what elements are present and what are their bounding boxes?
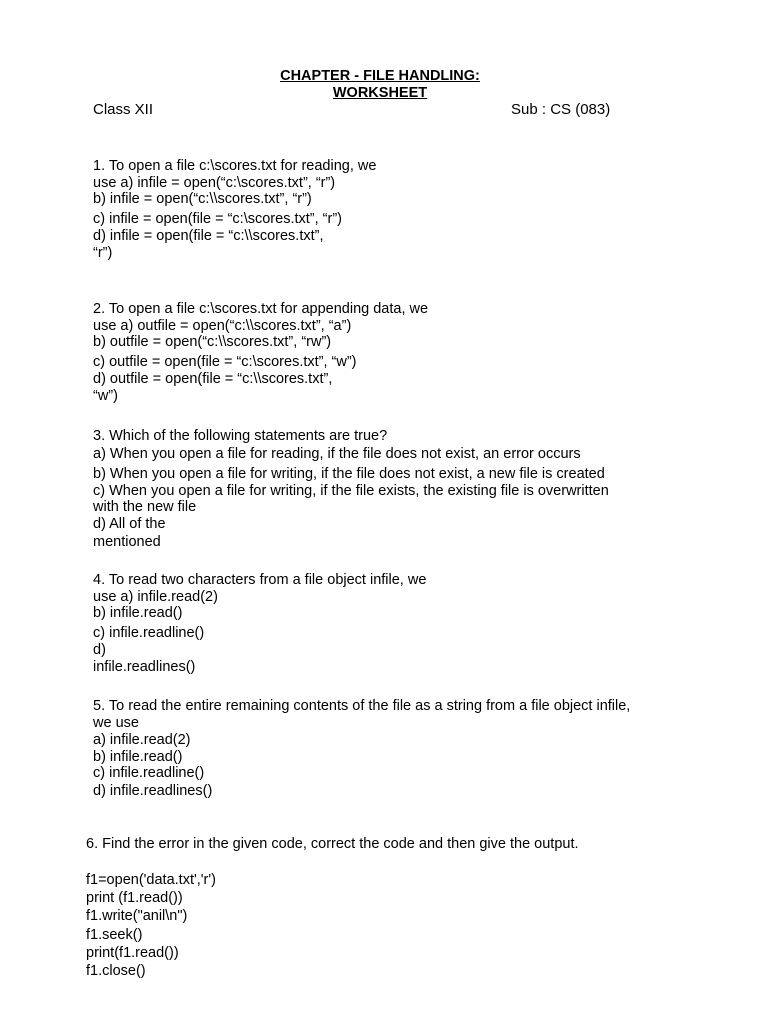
question-5-option-c: c) infile.readline() [93,765,205,781]
code-line-5: print(f1.read()) [86,945,179,961]
question-3-option-c: c) When you open a file for writing, if the file exists, the existing file is overwritten [93,483,609,499]
code-line-3: f1.write("anil\n") [86,908,188,924]
question-4-option-b: b) infile.read() [93,605,183,621]
question-2-text: 2. To open a file c:\scores.txt for appending data, we [93,301,429,317]
page-subtitle: WORKSHEET [332,85,428,101]
question-2-option-c: c) outfile = open(file = “c:\scores.txt”, “w”) [93,354,357,370]
question-2-option-d: d) outfile = open(file = “c:\\scores.txt”, [93,371,333,387]
question-6-text: 6. Find the error in the given code, correct the code and then give the output. [86,836,579,852]
question-1-option-a: use a) infile = open(“c:\scores.txt”, “r”) [93,175,336,191]
question-3-option-b: b) When you open a file for writing, if the file does not exist, a new file is created [93,466,605,482]
question-1-option-d-cont: “r”) [93,245,113,261]
question-2-option-d-cont: “w”) [93,388,118,404]
code-line-1: f1=open('data.txt','r') [86,872,216,888]
question-4-text: 4. To read two characters from a file object infile, we [93,572,427,588]
question-3-option-a: a) When you open a file for reading, if the file does not exist, an error occurs [93,446,581,462]
question-5-text: 5. To read the entire remaining contents of the file as a string from a file object infile, [93,698,631,714]
question-4-option-d: d) [93,642,106,658]
question-3-option-c-cont: with the new file [93,499,197,515]
question-5-option-d: d) infile.readlines() [93,783,213,799]
question-2-option-a: use a) outfile = open(“c:\\scores.txt”, “a”) [93,318,352,334]
question-5-text-cont: we use [93,715,139,731]
code-line-2: print (f1.read()) [86,890,183,906]
code-line-6: f1.close() [86,963,146,979]
question-2-option-b: b) outfile = open(“c:\\scores.txt”, “rw”) [93,334,332,350]
class-label: Class XII [93,101,154,118]
question-3-option-d-cont: mentioned [93,534,161,550]
question-4-option-d-cont: infile.readlines() [93,659,196,675]
question-1-option-c: c) infile = open(file = “c:\scores.txt”, “r”) [93,211,342,227]
question-1-text: 1. To open a file c:\scores.txt for reading, we [93,158,377,174]
page-title: CHAPTER - FILE HANDLING: [280,68,480,84]
question-1-option-d: d) infile = open(file = “c:\\scores.txt”, [93,228,324,244]
question-5-option-a: a) infile.read(2) [93,732,191,748]
question-5-option-b: b) infile.read() [93,749,183,765]
code-line-4: f1.seek() [86,927,143,943]
question-3-text: 3. Which of the following statements are true? [93,428,388,444]
subject-label: Sub : CS (083) [511,101,611,118]
question-4-option-c: c) infile.readline() [93,625,205,641]
question-4-option-a: use a) infile.read(2) [93,589,218,605]
question-3-option-d: d) All of the [93,516,166,532]
question-1-option-b: b) infile = open(“c:\\scores.txt”, “r”) [93,191,312,207]
